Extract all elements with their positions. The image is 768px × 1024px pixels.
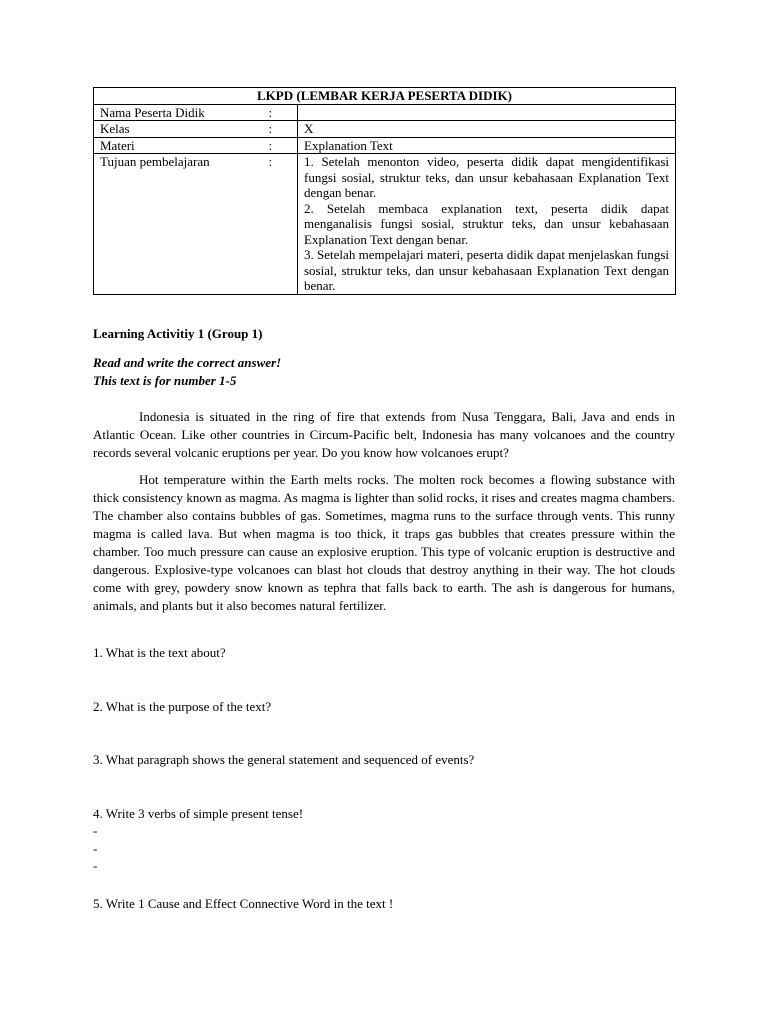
question-2: 2. What is the purpose of the text? [93, 698, 272, 714]
row-value: Explanation Text [298, 137, 676, 154]
answer-dash: - [93, 858, 98, 873]
paragraph-1: Indonesia is situated in the ring of fire that extends from Nusa Tenggara, Bali, Java and ends in Atlantic Ocean. Like other countries in Circum-Pacific belt, Indonesia has many volcanoes and the country records several volcanic eruptions per year. Do you know how volcanoes erupt? [93, 409, 675, 460]
row-colon: : [244, 137, 298, 154]
instructions [93, 354, 675, 390]
table-row-tujuan [94, 154, 676, 295]
activity-title: Learning Activitiy 1 (Group 1) [93, 325, 263, 341]
row-label: Nama Peserta Didik [94, 104, 244, 121]
answer-dash: - [93, 823, 98, 838]
table-title: LKPD (LEMBAR KERJA PESERTA DIDIK) [94, 88, 676, 105]
table-row-kelas [94, 121, 676, 138]
objective-item: 1. Setelah menonton video, peserta didik dapat mengidentifikasi fungsi sosial, struktur teks, dan unsur kebahasaan Explanation Text dengan benar. [304, 154, 670, 200]
table-row-materi [94, 137, 676, 154]
lkpd-table [93, 87, 676, 295]
question-5: 5. Write 1 Cause and Effect Connective Word in the text ! [93, 895, 394, 911]
objectives-cell [298, 154, 676, 295]
instruction-line: Read and write the correct answer! [93, 355, 282, 370]
objective-item: 3. Setelah mempelajari materi, peserta didik dapat menjelaskan fungsi sosial, struktur teks, dan unsur kebahasaan Explanation Text dengan benar. [304, 247, 670, 293]
row-value: X [298, 121, 676, 138]
table-row-nama [94, 104, 676, 121]
row-colon: : [244, 104, 298, 121]
row-colon: : [244, 154, 298, 295]
row-value [298, 104, 676, 121]
worksheet-page [93, 87, 675, 912]
row-colon: : [244, 121, 298, 138]
answer-dash: - [93, 840, 98, 856]
question-4: 4. Write 3 verbs of simple present tense! [93, 805, 304, 821]
paragraph-2: Hot temperature within the Earth melts rocks. The molten rock becomes a flowing substance with thick consistency known as magma. As magma is lighter than solid rocks, it rises and creates magma chambers. The chamber also contains bubbles of gas. Sometimes, magma runs to the surface through vents. This runny magma is called lava. But when magma is too thick, it traps gas bubbles that creates pressure within the chamber. Too much pressure can cause an explosive eruption. This type of volcanic eruption is destructive and dangerous. Explosive-type volcanoes can blast hot clouds that destroy anything in their way. The hot clouds come with grey, powdery snow known as tephra that falls back to earth. The ash is dangerous for humans, animals, and plants but it also becomes natural fertilizer. [93, 472, 675, 613]
row-label: Tujuan pembelajaran [94, 154, 244, 295]
question-1: 1. What is the text about? [93, 645, 226, 660]
row-label: Kelas [94, 121, 244, 138]
objective-item: 2. Setelah membaca explanation text, peserta didik dapat menganalisis fungsi sosial, struktur teks, dan unsur kebahasaan Explanation Text dengan benar. [304, 200, 670, 247]
question-3: 3. What paragraph shows the general statement and sequenced of events? [93, 752, 475, 767]
row-label: Materi [94, 137, 244, 154]
instruction-line: This text is for number 1-5 [93, 373, 237, 388]
